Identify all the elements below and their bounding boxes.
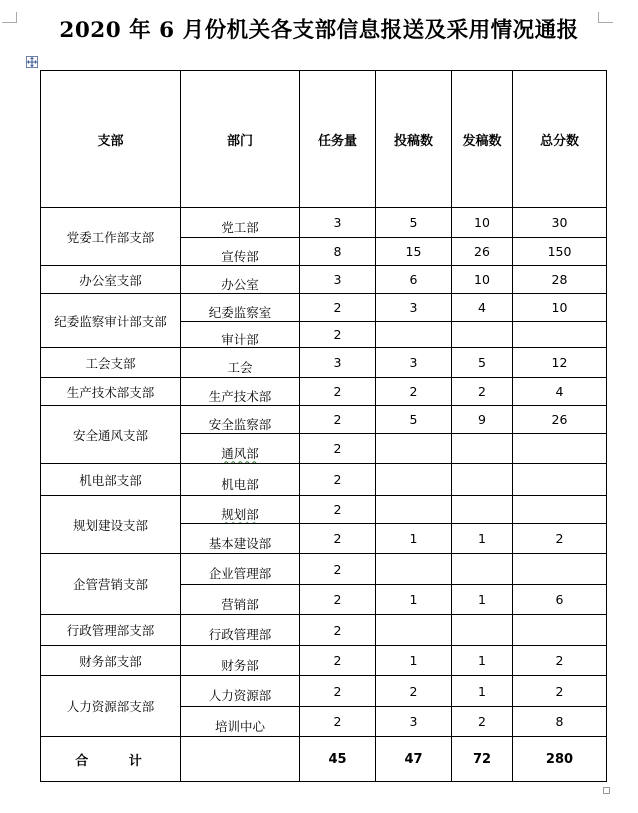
submitted-cell: 3: [376, 294, 452, 322]
score-cell: [513, 434, 607, 464]
table-move-handle-icon[interactable]: [26, 56, 38, 68]
department-cell: [181, 496, 300, 524]
department-cell: [181, 676, 300, 707]
published-cell: [452, 434, 513, 464]
quota-cell: 2: [300, 496, 376, 524]
published-cell: 1: [452, 676, 513, 707]
department-cell: [181, 378, 300, 406]
score-cell: [513, 554, 607, 585]
department-label: 安全监察部: [208, 416, 272, 432]
header-department: 部门: [181, 71, 300, 208]
score-cell: 12: [513, 348, 607, 378]
table-row: [41, 464, 607, 496]
submitted-cell: 2: [376, 676, 452, 707]
branch-cell: 生产技术部支部: [41, 378, 181, 406]
department-label: 生产技术部: [208, 388, 272, 404]
quota-cell: 3: [300, 348, 376, 378]
department-label: 财务部: [221, 657, 259, 673]
department-label: 企业管理部: [208, 566, 272, 581]
quota-cell: 2: [300, 554, 376, 585]
branch-cell: 纪委监察审计部支部: [41, 294, 181, 348]
department-cell: [181, 646, 300, 676]
department-cell: [181, 406, 300, 434]
department-label: 培训中心: [214, 718, 265, 734]
table-row: [41, 496, 607, 524]
score-cell: 30: [513, 208, 607, 238]
table-row: [41, 615, 607, 646]
department-cell: [181, 348, 300, 378]
score-cell: 10: [513, 294, 607, 322]
published-cell: 26: [452, 238, 513, 266]
total-row: [41, 737, 607, 782]
published-cell: [452, 615, 513, 646]
department-label: 宣传部: [221, 248, 259, 264]
department-cell: [181, 208, 300, 238]
department-label: 通风部: [221, 445, 259, 461]
published-cell: 10: [452, 266, 513, 294]
table-row: [41, 266, 607, 294]
table-row: [41, 406, 607, 434]
department-cell: [181, 524, 300, 554]
branch-cell: 行政管理部支部: [41, 615, 181, 646]
department-label: 机电部: [221, 476, 259, 492]
department-label: 办公室: [221, 276, 259, 292]
department-cell: [181, 294, 300, 322]
submitted-cell: [376, 322, 452, 348]
submitted-cell: 1: [376, 585, 452, 615]
header-score: 总分数: [513, 71, 607, 208]
table-row: [41, 646, 607, 676]
submitted-cell: [376, 464, 452, 496]
score-cell: 2: [513, 524, 607, 554]
submitted-cell: 3: [376, 707, 452, 737]
quota-cell: 2: [300, 676, 376, 707]
quota-cell: 2: [300, 406, 376, 434]
quota-cell: 2: [300, 322, 376, 348]
department-label: 纪委监察室: [208, 304, 272, 320]
score-cell: 2: [513, 646, 607, 676]
score-cell: [513, 496, 607, 524]
table-row: [41, 348, 607, 378]
published-cell: 9: [452, 406, 513, 434]
score-cell: 28: [513, 266, 607, 294]
submitted-cell: [376, 434, 452, 464]
published-cell: 1: [452, 524, 513, 554]
table-resize-handle[interactable]: [603, 787, 610, 794]
department-label: 基本建设部: [208, 535, 272, 551]
score-cell: [513, 322, 607, 348]
score-cell: 150: [513, 238, 607, 266]
published-cell: 1: [452, 646, 513, 676]
quota-cell: 3: [300, 208, 376, 238]
score-cell: 2: [513, 676, 607, 707]
quota-cell: 3: [300, 266, 376, 294]
department-cell: [181, 434, 300, 464]
published-cell: 2: [452, 378, 513, 406]
published-cell: 10: [452, 208, 513, 238]
header-row: [41, 71, 607, 208]
published-cell: [452, 496, 513, 524]
submitted-cell: 2: [376, 378, 452, 406]
branch-cell: 人力资源部支部: [41, 676, 181, 737]
quota-cell: 2: [300, 646, 376, 676]
submitted-cell: 1: [376, 524, 452, 554]
published-cell: [452, 554, 513, 585]
branch-cell: 工会支部: [41, 348, 181, 378]
table-row: [41, 676, 607, 707]
department-label: 审计部: [221, 331, 259, 347]
published-cell: 4: [452, 294, 513, 322]
total-score: 280: [513, 737, 607, 782]
submitted-cell: 6: [376, 266, 452, 294]
table-row: [41, 294, 607, 322]
quota-cell: 2: [300, 434, 376, 464]
branch-cell: 安全通风支部: [41, 406, 181, 464]
quota-cell: 8: [300, 238, 376, 266]
branch-cell: 党委工作部支部: [41, 208, 181, 266]
total-quota: 45: [300, 737, 376, 782]
published-cell: 1: [452, 585, 513, 615]
department-cell: [181, 585, 300, 615]
quota-cell: 2: [300, 464, 376, 496]
score-cell: 4: [513, 378, 607, 406]
quota-cell: 2: [300, 615, 376, 646]
department-label: 营销部: [221, 596, 259, 612]
report-table: [40, 70, 607, 782]
department-label: 行政管理部: [208, 627, 272, 642]
department-label: 人力资源部: [208, 688, 272, 703]
branch-cell: 企管营销支部: [41, 554, 181, 615]
total-submitted: 47: [376, 737, 452, 782]
department-cell: [181, 554, 300, 585]
submitted-cell: 5: [376, 406, 452, 434]
submitted-cell: [376, 554, 452, 585]
quota-cell: 2: [300, 378, 376, 406]
published-cell: [452, 322, 513, 348]
header-submitted: 投稿数: [376, 71, 452, 208]
total-label: 合 计: [41, 737, 181, 782]
department-cell: [181, 707, 300, 737]
submitted-cell: 15: [376, 238, 452, 266]
quota-cell: 2: [300, 294, 376, 322]
submitted-cell: [376, 615, 452, 646]
department-label: 党工部: [221, 219, 259, 235]
table-row: [41, 208, 607, 238]
total-department-cell: [181, 737, 300, 782]
submitted-cell: 5: [376, 208, 452, 238]
branch-cell: 机电部支部: [41, 464, 181, 496]
submitted-cell: 3: [376, 348, 452, 378]
total-published: 72: [452, 737, 513, 782]
submitted-cell: 1: [376, 646, 452, 676]
score-cell: [513, 615, 607, 646]
table-row: [41, 554, 607, 585]
header-published: 发稿数: [452, 71, 513, 208]
quota-cell: 2: [300, 707, 376, 737]
table-row: [41, 378, 607, 406]
branch-cell: 办公室支部: [41, 266, 181, 294]
published-cell: 2: [452, 707, 513, 737]
department-cell: [181, 322, 300, 348]
department-cell: [181, 615, 300, 646]
score-cell: 8: [513, 707, 607, 737]
header-quota: 任务量: [300, 71, 376, 208]
department-label: 规划部: [221, 506, 259, 522]
score-cell: 6: [513, 585, 607, 615]
department-label: 工会: [227, 359, 253, 375]
department-cell: [181, 266, 300, 294]
submitted-cell: [376, 496, 452, 524]
quota-cell: 2: [300, 524, 376, 554]
branch-cell: 财务部支部: [41, 646, 181, 676]
department-cell: [181, 464, 300, 496]
page-title: 2020 年 6 月份机关各支部信息报送及采用情况通报: [59, 18, 579, 43]
department-cell: [181, 238, 300, 266]
published-cell: [452, 464, 513, 496]
published-cell: 5: [452, 348, 513, 378]
branch-cell: 规划建设支部: [41, 496, 181, 554]
score-cell: 26: [513, 406, 607, 434]
quota-cell: 2: [300, 585, 376, 615]
header-branch: 支部: [41, 71, 181, 208]
score-cell: [513, 464, 607, 496]
